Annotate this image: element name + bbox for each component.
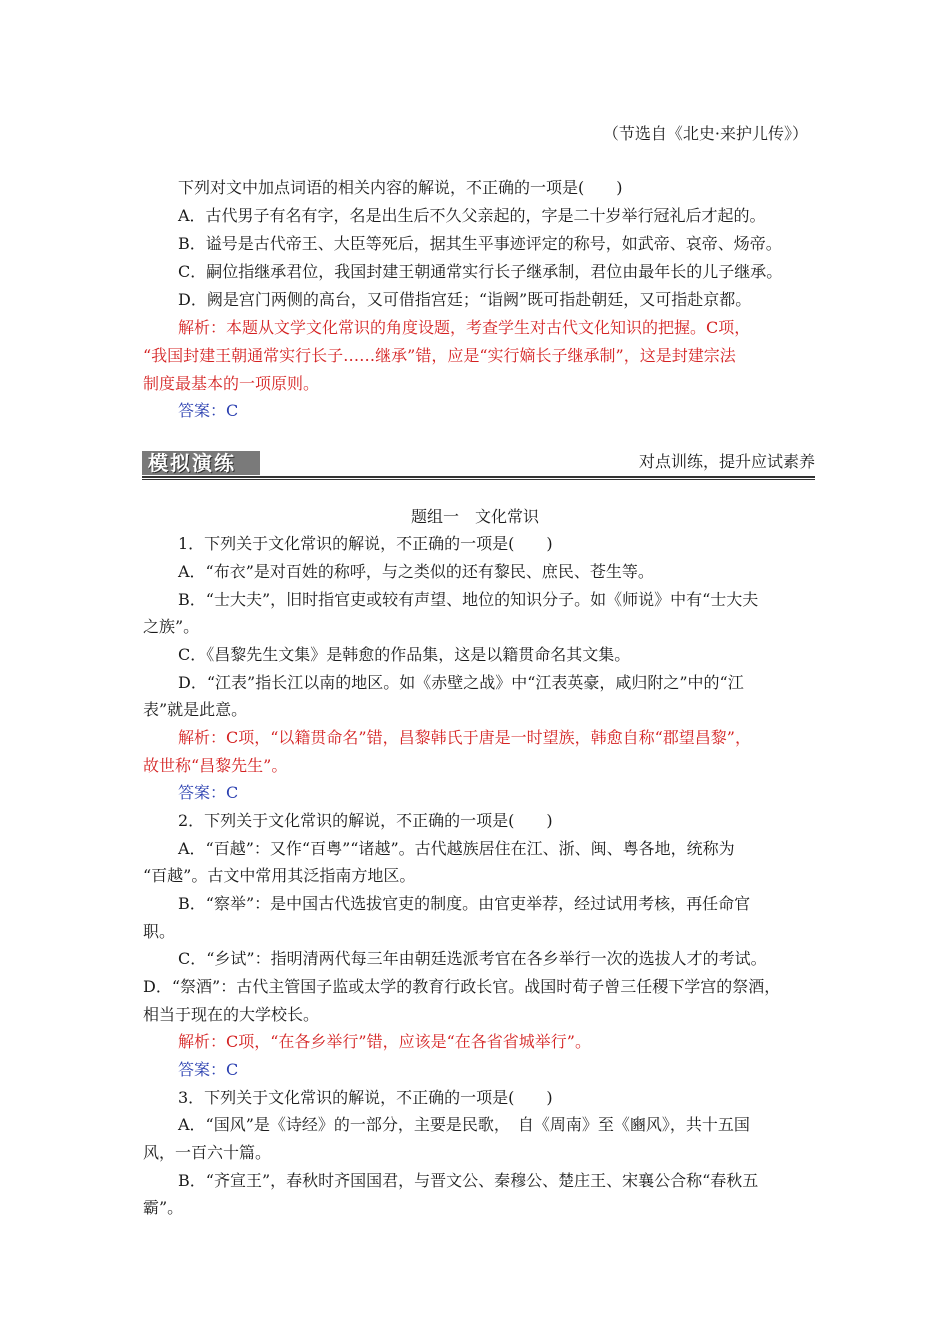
analysis-line: 解析：本题从文学文化常识的角度设题，考查学生对古代文化知识的把握。C项，: [178, 318, 751, 337]
section-banner: [142, 449, 815, 479]
option-d: D．“江表”指长江以南的地区。如《赤壁之战》中“江表英豪，咸归附之”中的“江: [178, 673, 744, 692]
option-a-cont: 风，一百六十篇。: [143, 1143, 272, 1162]
analysis-line: 制度最基本的一项原则。: [143, 374, 320, 393]
option-c: C．《昌黎先生文集》是韩愈的作品集，这是以籍贯命名其文集。: [178, 645, 631, 664]
option-d-cont: 表”就是此意。: [143, 700, 248, 719]
analysis-line: 故世称“昌黎先生”。: [143, 756, 288, 775]
analysis-line: 解析：C项，“在各乡举行”错，应该是“在各省省城举行”。: [178, 1032, 591, 1051]
option-a: A．“国风”是《诗经》的一部分，主要是民歌， 自《周南》至《豳风》，共十五国: [178, 1115, 750, 1134]
question-stem: 1．下列关于文化常识的解说，不正确的一项是( ): [178, 534, 553, 553]
answer: 答案：C: [178, 1060, 239, 1079]
analysis-line: 解析：C项，“以籍贯命名”错，昌黎韩氏于唐是一时望族，韩愈自称“郡望昌黎”，: [178, 728, 751, 747]
option-a: A．古代男子有名有字，名是出生后不久父亲起的，字是二十岁举行冠礼后才起的。: [178, 206, 766, 225]
option-b: B．“察举”：是中国古代选拔官吏的制度。由官吏举荐，经过试用考核，再任命官: [178, 894, 751, 913]
option-b: B．“士大夫”，旧时指官吏或较有声望、地位的知识分子。如《师说》中有“士大夫: [178, 590, 759, 609]
option-d: D．“祭酒”：古代主管国子监或太学的教育行政长官。战国时荀子曾三任稷下学宫的祭酒，: [143, 977, 781, 996]
source-citation: （节选自《北史·来护儿传》）: [602, 124, 808, 143]
option-a: A．“布衣”是对百姓的称呼，与之类似的还有黎民、庶民、苍生等。: [178, 562, 654, 581]
banner-rule: [142, 479, 815, 480]
analysis-line: “我国封建王朝通常实行长子……继承”错，应是“实行嫡长子继承制”，这是封建宗法: [143, 346, 736, 365]
question-stem: 3．下列关于文化常识的解说，不正确的一项是( ): [178, 1088, 553, 1107]
option-a-cont: “百越”。古文中常用其泛指南方地区。: [143, 866, 416, 885]
option-d: D．阙是宫门两侧的高台，又可借指宫廷；“诣阙”既可指赴朝廷，又可指赴京都。: [178, 290, 752, 309]
option-b-cont: 职。: [143, 922, 176, 941]
option-c: C．嗣位指继承君位，我国封建王朝通常实行长子继承制，君位由最年长的儿子继承。: [178, 262, 783, 281]
option-c: C．“乡试”：指明清两代每三年由朝廷选派考官在各乡举行一次的选拔人才的考试。: [178, 949, 767, 968]
answer: 答案：C: [178, 783, 239, 802]
banner-rule: [142, 476, 815, 478]
option-b-cont: 之族”。: [143, 617, 200, 636]
option-b: B．“齐宣王”，春秋时齐国国君，与晋文公、秦穆公、楚庄王、宋襄公合称“春秋五: [178, 1171, 759, 1190]
option-b-cont: 霸”。: [143, 1198, 184, 1217]
option-d-cont: 相当于现在的大学校长。: [143, 1005, 320, 1024]
group-title: 题组一 文化常识: [410, 507, 539, 526]
option-a: A．“百越”：又作“百粤”“诸越”。古代越族居住在江、浙、闽、粤各地，统称为: [178, 839, 735, 858]
question-stem: 下列对文中加点词语的相关内容的解说，不正确的一项是( ): [178, 178, 623, 197]
answer: 答案：C: [178, 401, 239, 420]
option-b: B．谥号是古代帝王、大臣等死后，据其生平事迹评定的称号，如武帝、哀帝、炀帝。: [178, 234, 782, 253]
banner-title: 模拟演练: [142, 451, 260, 475]
banner-subtitle: 对点训练，提升应试素养: [638, 452, 815, 471]
question-stem: 2．下列关于文化常识的解说，不正确的一项是( ): [178, 811, 553, 830]
